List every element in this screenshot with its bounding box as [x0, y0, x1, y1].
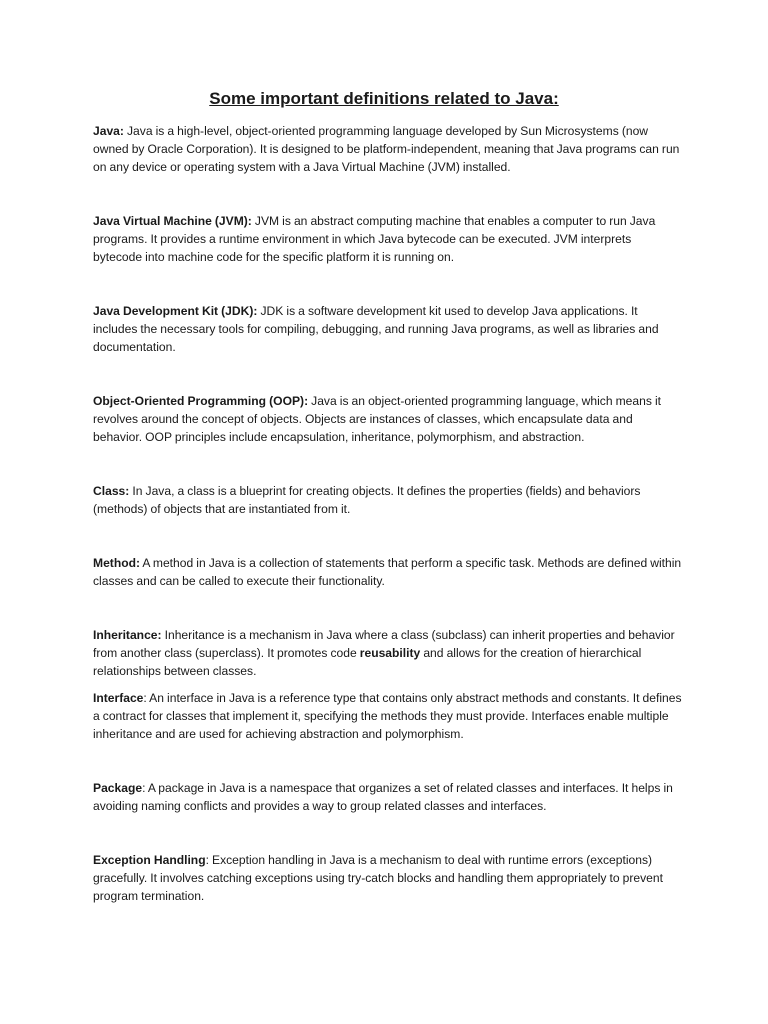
definition-text: Inheritance is a mechanism in Java where a class (subclass) can inherit properties and behavior from another class (superclass). It promotes code — [93, 628, 675, 660]
definition-text: : A package in Java is a namespace that organizes a set of related classes and interfaces. It helps in avoiding naming conflicts and provides a way to group related classes and interfaces. — [93, 781, 673, 813]
definition-exception-handling — [93, 851, 683, 905]
definition-text: : Exception handling in Java is a mechanism to deal with runtime errors (exceptions) gracefully. It involves catching exceptions using try-catch blocks and handling them appropriately to prevent program termination. — [93, 853, 663, 903]
definitions-list — [93, 122, 683, 905]
definition-term: Java Development Kit (JDK): — [93, 304, 258, 318]
definition-term: Inheritance: — [93, 628, 162, 642]
definition-interface — [93, 689, 683, 743]
document-title: Some important definitions related to Java: — [209, 89, 559, 108]
definition-term: Method: — [93, 556, 141, 570]
definition-text: JVM is an abstract computing machine that enables a computer to run Java programs. It provides a runtime environment in which Java bytecode can be executed. JVM interprets bytecode into machine code for the specific platform it is running on. — [93, 214, 656, 264]
definition-oop — [93, 392, 683, 446]
definition-term: Object-Oriented Programming (OOP): — [93, 394, 309, 408]
definition-text: : An interface in Java is a reference type that contains only abstract methods and constants. It defines a contract for classes that implement it, specifying the methods they must provide. Interfaces enable multiple inheritance and are used for achieving abstraction and polymorphism. — [93, 691, 682, 741]
definition-term: Package — [93, 781, 143, 795]
definition-term: Java: — [93, 124, 124, 138]
definition-package — [93, 779, 683, 815]
definition-term: Java Virtual Machine (JVM): — [93, 214, 252, 228]
definition-text: In Java, a class is a blueprint for creating objects. It defines the properties (fields) and behaviors (methods) of objects that are instantiated from it. — [93, 484, 641, 516]
definition-text: Java is a high-level, object-oriented programming language developed by Sun Microsystems (now owned by Oracle Corporation). It is designed to be platform-independent, meaning that Java programs can run on any device or operating system with a Java Virtual Machine (JVM) installed. — [93, 124, 680, 174]
definition-term: Interface — [93, 691, 144, 705]
definition-text: Java is an object-oriented programming language, which means it revolves around the concept of objects. Objects are instances of classes, which encapsulate data and behavior. OOP principles include encapsulation, inheritance, polymorphism, and abstraction. — [93, 394, 662, 444]
definition-java — [93, 122, 683, 176]
definition-method — [93, 554, 683, 590]
definition-text: JDK is a software development kit used to develop Java applications. It includes the necessary tools for compiling, debugging, and running Java programs, as well as libraries and documentation. — [93, 304, 659, 354]
definition-jdk — [93, 302, 683, 356]
definition-jvm — [93, 212, 683, 266]
definition-class — [93, 482, 683, 518]
definition-emphasis: reusability — [359, 646, 421, 660]
definition-term: Exception Handling — [93, 853, 206, 867]
definition-term: Class: — [93, 484, 130, 498]
definition-text: A method in Java is a collection of statements that perform a specific task. Methods are defined within classes and can be called to execute their functionality. — [93, 556, 682, 588]
definition-inheritance — [93, 626, 683, 680]
definition-text-continued: and allows for the creation of hierarchical relationships between classes. — [93, 646, 642, 678]
